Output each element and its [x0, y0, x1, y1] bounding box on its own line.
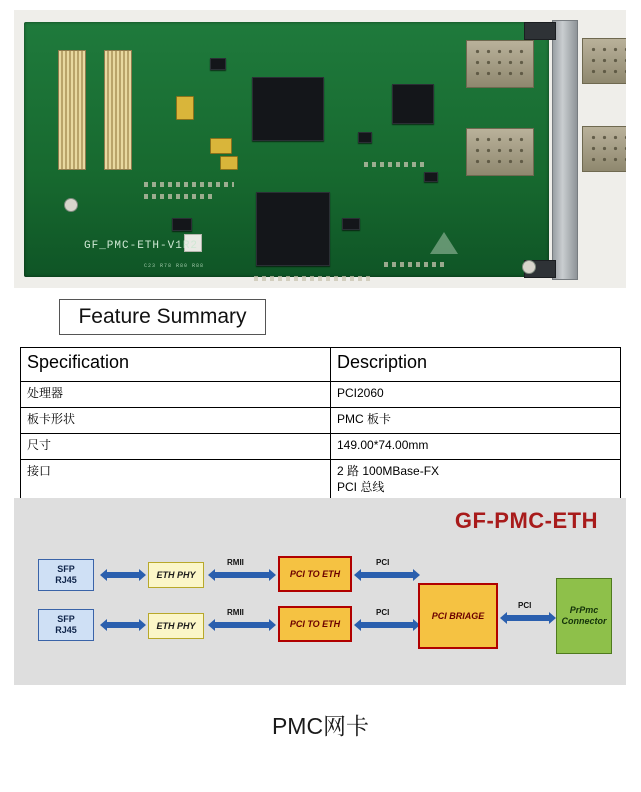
block-eth-phy-1: ETH PHY — [148, 562, 204, 588]
pmc-connector-p2 — [104, 50, 132, 170]
cell-spec-form-factor: 板卡形状 — [21, 408, 331, 434]
arrow-pcieth1-to-bridge — [360, 572, 414, 578]
capacitor-yellow-1 — [176, 96, 194, 120]
cell-spec-dimensions: 尺寸 — [21, 434, 331, 460]
cell-desc-dimensions: 149.00*74.00mm — [331, 434, 621, 460]
cell-desc-interface-line1: 2 路 100MBase-FX — [337, 464, 440, 478]
block-prpmc-line1: PrPmc — [569, 605, 599, 615]
resistor-row-5 — [384, 262, 444, 267]
cell-spec-processor: 处理器 — [21, 382, 331, 408]
board-silkscreen-label: GF_PMC-ETH-V1R2 — [84, 240, 199, 252]
block-pci-bridge: PCI BRIAGE — [418, 583, 498, 649]
block-sfp-1-line2: RJ45 — [55, 575, 77, 585]
chip-small-4 — [342, 218, 360, 230]
sfp-cage-bottom-1 — [466, 128, 534, 176]
column-header-specification: Specification — [21, 348, 331, 382]
block-pci-to-eth-2: PCI TO ETH — [278, 606, 352, 642]
column-header-description: Description — [331, 348, 621, 382]
mounting-hole-1 — [64, 198, 78, 212]
arrow-phy1-to-pcieth1 — [214, 572, 270, 578]
chip-small-5 — [424, 172, 438, 182]
block-pci-to-eth-1: PCI TO ETH — [278, 556, 352, 592]
cell-desc-form-factor: PMC 板卡 — [331, 408, 621, 434]
feature-summary-label: Feature Summary — [78, 305, 247, 328]
block-sfp-2-line2: RJ45 — [55, 625, 77, 635]
cell-spec-interface: 接口 — [21, 460, 331, 499]
arrow-pcieth2-to-bridge — [360, 622, 414, 628]
arrow-bridge-to-prpmc — [506, 615, 550, 621]
mounting-hole-2 — [522, 260, 536, 274]
capacitor-yellow-3 — [220, 156, 238, 170]
block-prpmc-connector — [556, 578, 612, 654]
chip-small-3 — [172, 218, 192, 231]
chip-small-1 — [210, 58, 226, 70]
resistor-row-3 — [364, 162, 424, 167]
esd-triangle-marking — [430, 232, 458, 254]
arrow-sfp2-to-phy2 — [106, 622, 140, 628]
block-sfp-1-line1: SFP — [57, 564, 75, 574]
table-row — [21, 382, 621, 408]
table-header-row — [21, 348, 621, 382]
table-row — [21, 408, 621, 434]
block-sfp-rj45-1 — [38, 559, 94, 591]
cell-desc-processor: PCI2060 — [331, 382, 621, 408]
arrow-sfp1-to-phy1 — [106, 572, 140, 578]
figure-caption: PMC网卡 — [271, 713, 370, 739]
resistor-row-2 — [144, 194, 214, 199]
chip-qfp-1 — [252, 77, 324, 141]
chip-qfp-2 — [256, 192, 330, 266]
cell-desc-interface — [331, 460, 621, 499]
label-rmii-2: RMII — [227, 608, 244, 617]
block-sfp-rj45-2 — [38, 609, 94, 641]
table-row — [21, 434, 621, 460]
resistor-row-4 — [254, 276, 374, 281]
chip-qfp-3 — [392, 84, 434, 124]
label-pci-2: PCI — [376, 608, 390, 617]
resistor-row-1 — [144, 182, 234, 187]
block-eth-phy-2: ETH PHY — [148, 613, 204, 639]
block-sfp-2-line1: SFP — [57, 614, 75, 624]
sfp-cage-top-1 — [466, 40, 534, 88]
capacitor-yellow-2 — [210, 138, 232, 154]
panel-tab-top — [524, 22, 556, 40]
diagram-title: GF-PMC-ETH — [454, 508, 598, 533]
label-pci-3: PCI — [518, 601, 532, 610]
board-photo — [14, 10, 626, 288]
feature-summary-heading — [59, 299, 266, 335]
table-row — [21, 460, 621, 499]
sfp-cage-bottom-2 — [582, 126, 626, 172]
pmc-connector-p1 — [58, 50, 86, 170]
arrow-phy2-to-pcieth2 — [214, 622, 270, 628]
cell-desc-interface-line2: PCI 总线 — [337, 480, 385, 494]
sfp-cage-top-2 — [582, 38, 626, 84]
label-pci-1: PCI — [376, 558, 390, 567]
label-rmii-1: RMII — [227, 558, 244, 567]
block-diagram — [14, 498, 626, 685]
board-silkscreen-refdes: C23 R78 R80 R88 — [144, 263, 205, 269]
block-prpmc-line2: Connector — [561, 616, 607, 626]
chip-small-2 — [358, 132, 372, 143]
front-panel-bracket — [552, 20, 578, 280]
specification-table — [20, 347, 621, 499]
